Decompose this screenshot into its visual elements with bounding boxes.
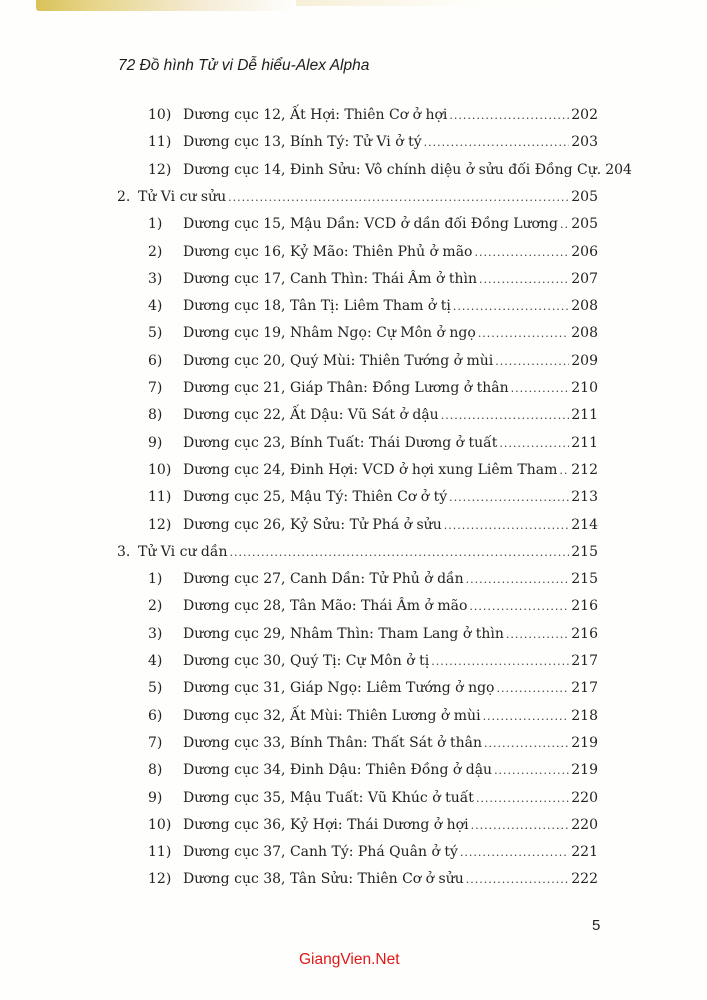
dot-leader [460, 842, 569, 864]
toc-entry-page: 208 [571, 325, 598, 342]
toc-entry-page: 219 [571, 762, 598, 779]
toc-entry-number: 8) [148, 407, 163, 424]
toc-entry-page: 222 [571, 871, 598, 888]
toc-entry[interactable] [148, 104, 598, 126]
toc-entry-title: Dương cục 19, Nhâm Ngọ: Cự Môn ở ngọ [183, 325, 476, 342]
toc-entry[interactable] [148, 404, 598, 426]
toc-entry-title: Dương cục 32, Ất Mùi: Thiên Lương ở mùi [183, 707, 481, 724]
dot-leader [484, 733, 569, 755]
toc-entry[interactable] [148, 814, 598, 836]
toc-entry-title: Dương cục 20, Quý Mùi: Thiên Tướng ở mùi [183, 352, 494, 369]
toc-entry-page: 202 [571, 107, 598, 123]
toc-entry-number: 11) [148, 489, 172, 506]
page-edge-stain [36, 0, 296, 11]
toc-entry[interactable] [148, 568, 598, 590]
toc-entry-number: 1) [148, 571, 163, 588]
dot-leader [229, 542, 569, 564]
toc-entry-number: 7) [148, 380, 163, 396]
toc-entry[interactable] [148, 486, 598, 508]
toc-entry-page: 216 [571, 625, 598, 642]
toc-entry[interactable] [148, 213, 598, 235]
toc-entry[interactable] [148, 514, 598, 536]
dot-leader [449, 487, 569, 509]
toc-entry[interactable] [148, 459, 598, 481]
toc-entry-page: 205 [571, 188, 598, 205]
toc-entry-title: Dương cục 27, Canh Dần: Tử Phủ ở dần [183, 571, 464, 588]
toc-entry[interactable] [148, 841, 598, 863]
toc-entry-title: Dương cục 16, Kỷ Mão: Thiên Phủ ở mão [183, 243, 473, 260]
toc-entry-page: 210 [571, 380, 598, 396]
toc-entry-title: Dương cục 33, Bính Thân: Thất Sát ở thân [183, 734, 483, 751]
toc-section-entry[interactable] [117, 541, 598, 563]
toc-entry-number: 4) [148, 653, 163, 669]
toc-entry-title: Dương cục 14, Đinh Sửu: Vô chính diệu ở sửu đối Đồng Cự. [183, 161, 602, 178]
toc-entry-number: 12) [148, 871, 172, 888]
dot-leader [431, 651, 569, 673]
toc-entry-number: 2) [148, 598, 163, 615]
dot-leader [474, 242, 569, 264]
toc-entry[interactable] [148, 623, 598, 645]
toc-entry-title: Tử Vi cư dần [138, 543, 228, 560]
toc-entry-title: Dương cục 18, Tân Tị: Liêm Tham ở tị [183, 298, 451, 315]
toc-entry[interactable] [148, 650, 598, 672]
toc-entry-title: Dương cục 37, Canh Tý: Phá Quân ở tý [183, 844, 458, 861]
toc-entry-title: Dương cục 25, Mậu Tý: Thiên Cơ ở tý [183, 489, 448, 506]
dot-leader [559, 460, 569, 482]
dot-leader [476, 788, 569, 810]
dot-leader [466, 569, 570, 591]
toc-entry-page: 212 [571, 461, 598, 478]
toc-entry-title: Dương cục 31, Giáp Ngọ: Liêm Tướng ở ngọ [183, 680, 495, 697]
toc-entry-number: 3) [148, 270, 163, 287]
toc-entry-title: Dương cục 29, Nhâm Thìn: Tham Lang ở thìn [183, 625, 504, 642]
dot-leader [496, 678, 569, 700]
toc-entry-number: 6) [148, 707, 163, 724]
page-edge-stain-faint [296, 0, 636, 6]
toc-entry-number: 5) [148, 680, 163, 697]
toc-entry-page: 217 [571, 653, 598, 669]
toc-entry-page: 213 [571, 489, 598, 506]
toc-entry-number: 5) [148, 325, 163, 342]
toc-entry[interactable] [148, 705, 598, 727]
toc-entry-title: Dương cục 21, Giáp Thân: Đồng Lương ở thân [183, 380, 509, 396]
toc-entry-title: Dương cục 22, Ất Dậu: Vũ Sát ở dậu [183, 407, 439, 424]
toc-entry-number: 4) [148, 298, 163, 315]
dot-leader [499, 433, 569, 455]
toc-entry[interactable] [148, 159, 632, 181]
dot-leader [483, 706, 570, 728]
toc-entry-page: 211 [571, 407, 598, 424]
toc-entry-page: 219 [571, 734, 598, 751]
toc-entry-title: Dương cục 24, Đinh Hợi: VCD ở hợi xung Liêm Tham [183, 461, 558, 478]
toc-entry[interactable] [148, 732, 598, 754]
toc-entry-title: Dương cục 36, Kỷ Hợi: Thái Dương ở hợi [183, 816, 469, 833]
toc-entry-page: 203 [571, 134, 598, 151]
toc-entry-number: 10) [148, 107, 172, 123]
dot-leader [449, 105, 569, 127]
dot-leader [466, 869, 569, 891]
toc-entry-page: 215 [571, 571, 598, 588]
dot-leader [228, 187, 569, 209]
toc-entry-title: Dương cục 34, Đinh Dậu: Thiên Đồng ở dậu [183, 762, 493, 779]
toc-entry[interactable] [148, 868, 598, 890]
dot-leader [511, 378, 570, 400]
toc-entry-page: 209 [571, 352, 598, 369]
dot-leader [424, 132, 570, 154]
toc-entry-page: 207 [571, 270, 598, 287]
page-number: 5 [592, 917, 601, 934]
toc-entry-number: 7) [148, 734, 163, 751]
toc-entry-page: 214 [571, 516, 598, 533]
toc-entry-number: 10) [148, 461, 172, 478]
toc-entry-page: 215 [571, 543, 598, 560]
toc-entry[interactable] [148, 350, 598, 372]
toc-entry-title: Dương cục 30, Quý Tị: Cự Môn ở tị [183, 653, 430, 669]
toc-entry[interactable] [148, 595, 598, 617]
toc-entry-number: 8) [148, 762, 163, 779]
toc-entry-number: 1) [148, 216, 163, 233]
dot-leader [453, 296, 569, 318]
toc-entry-title: Dương cục 12, Ất Hợi: Thiên Cơ ở hợi [183, 107, 448, 123]
toc-entry-title: Dương cục 17, Canh Thìn: Thái Âm ở thìn [183, 270, 477, 287]
toc-entry-number: 6) [148, 352, 163, 369]
toc-entry-number: 3) [148, 625, 163, 642]
toc-entry-page: 220 [571, 789, 598, 806]
toc-entry-number: 3. [117, 543, 131, 560]
dot-leader [560, 214, 569, 236]
toc-entry-title: Tử Vi cư sửu [138, 188, 227, 205]
toc-entry-page: 205 [571, 216, 598, 233]
toc-entry-number: 10) [148, 816, 172, 833]
toc-entry-title: Dương cục 26, Kỷ Sửu: Tử Phá ở sửu [183, 516, 442, 533]
toc-entry-page: 206 [571, 243, 598, 260]
dot-leader [494, 760, 569, 782]
toc-entry-number: 2. [117, 188, 131, 205]
toc-entry[interactable] [148, 677, 598, 699]
dot-leader [469, 596, 569, 618]
toc-entry-number: 12) [148, 161, 172, 178]
dot-leader [471, 815, 570, 837]
dot-leader [495, 351, 569, 373]
toc-entry-page: 217 [571, 680, 598, 697]
dot-leader [478, 323, 569, 345]
dot-leader [441, 405, 570, 427]
toc-entry-number: 2) [148, 243, 163, 260]
toc-entry-number: 12) [148, 516, 172, 533]
toc-entry[interactable] [148, 131, 598, 153]
toc-entry-page: 211 [571, 434, 598, 451]
dot-leader [479, 269, 569, 291]
toc-entry-number: 11) [148, 844, 172, 861]
toc-entry-page: 216 [571, 598, 598, 615]
toc-entry-title: Dương cục 23, Bính Tuất: Thái Dương ở tuất [183, 434, 498, 451]
toc-entry-page: 218 [571, 707, 598, 724]
toc-entry-page: 221 [571, 844, 598, 861]
toc-entry[interactable] [148, 787, 598, 809]
toc-entry-number: 9) [148, 434, 163, 451]
toc-entry-page: 204 [605, 161, 632, 178]
toc-section-entry[interactable] [117, 186, 598, 208]
dot-leader [506, 624, 569, 646]
toc-entry[interactable] [148, 241, 598, 263]
toc-entry-page: 220 [571, 816, 598, 833]
dot-leader [444, 515, 570, 537]
toc-entry[interactable] [148, 295, 598, 317]
toc-entry-title: Dương cục 35, Mậu Tuất: Vũ Khúc ở tuất [183, 789, 474, 806]
toc-entry[interactable] [148, 322, 598, 344]
running-header: 72 Đồ hình Tử vi Dễ hiểu-Alex Alpha [118, 57, 370, 74]
toc-entry[interactable] [148, 759, 598, 781]
toc-entry-title: Dương cục 38, Tân Sửu: Thiên Cơ ở sửu [183, 871, 464, 888]
toc-entry-number: 9) [148, 789, 163, 806]
toc-entry-number: 11) [148, 134, 172, 151]
toc-entry-title: Dương cục 28, Tân Mão: Thái Âm ở mão [183, 598, 468, 615]
toc-entry-title: Dương cục 15, Mậu Dần: VCD ở dần đối Đồng Lương [183, 216, 558, 233]
toc-entry[interactable] [148, 377, 598, 399]
toc-entry-title: Dương cục 13, Bính Tý: Tử Vi ở tý [183, 134, 422, 151]
toc-entry[interactable] [148, 268, 598, 290]
watermark-link[interactable]: GiangVien.Net [299, 951, 400, 968]
toc-entry-page: 208 [571, 298, 598, 315]
toc-entry[interactable] [148, 432, 598, 454]
